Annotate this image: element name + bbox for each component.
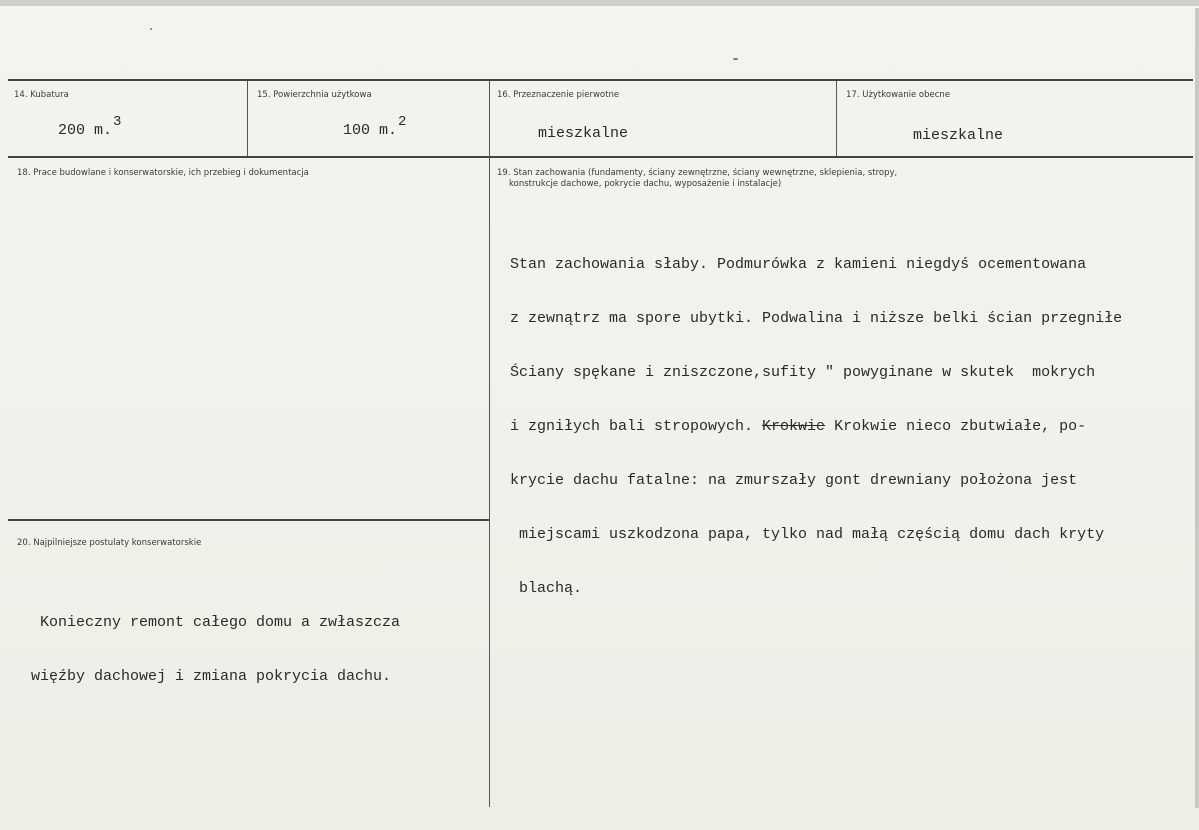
text-line: Stan zachowania słaby. Podmurówka z kamieni niegdyś ocementowana (510, 256, 1087, 273)
section-20-top-rule (8, 519, 489, 521)
field-19-label-line1: 19. Stan zachowania (fundamenty, ściany zewnętrzne, ściany wewnętrzne, sklepienia, stropy, (497, 168, 898, 178)
row-divider-rule (8, 156, 1193, 158)
field-16-value: mieszkalne (538, 125, 629, 142)
field-15-value: 100 m.2 (343, 114, 407, 139)
card-top-edge (0, 0, 1199, 6)
paper-speck (733, 58, 738, 60)
field-20-text (22, 578, 400, 722)
column-divider-main (489, 81, 490, 807)
field-19-label-line2: konstrukcje dachowe, pokrycie dachu, wyposażenie i instalacje) (509, 179, 782, 189)
text-line: więźby dachowej i zmiana pokrycia dachu. (22, 668, 392, 685)
field-14-label: 14. Kubatura (14, 90, 69, 100)
field-17-label: 17. Użytkowanie obecne (846, 90, 951, 100)
card-right-edge (1195, 8, 1199, 808)
field-18-label: 18. Prace budowlane i konserwatorskie, ich przebieg i dokumentacja (17, 168, 309, 178)
field-14-value: 200 m.3 (58, 114, 122, 139)
text-line: z zewnątrz ma spore ubytki. Podwalina i niższe belki ścian przegniłe (510, 310, 1123, 327)
field-16-label: 16. Przeznaczenie pierwotne (497, 90, 620, 100)
struck-word: Krokwie (762, 418, 826, 435)
text-line: blachą. (510, 580, 583, 597)
field-19-text (510, 220, 1122, 634)
text-line: krycie dachu fatalne: na zmurszały gont drewniany położona jest (510, 472, 1078, 489)
text-line: Ściany spękane i zniszczone,sufity " powyginane w skutek mokrych (510, 364, 1096, 381)
paper-speck (150, 28, 152, 30)
text-line: miejscami uszkodzona papa, tylko nad małą częścią domu dach kryty (510, 526, 1105, 543)
text-line: Konieczny remont całego domu a zwłaszcza (22, 614, 401, 631)
column-divider (836, 81, 837, 157)
column-divider (247, 81, 248, 157)
table-top-rule (8, 79, 1193, 81)
field-17-value: mieszkalne (913, 127, 1004, 144)
text-line: i zgniłych bali stropowych. Krokwie Krokwie nieco zbutwiałe, po- (510, 418, 1087, 435)
field-20-label: 20. Najpilniejsze postulaty konserwatorskie (17, 538, 202, 548)
field-15-label: 15. Powierzchnia użytkowa (257, 90, 372, 100)
